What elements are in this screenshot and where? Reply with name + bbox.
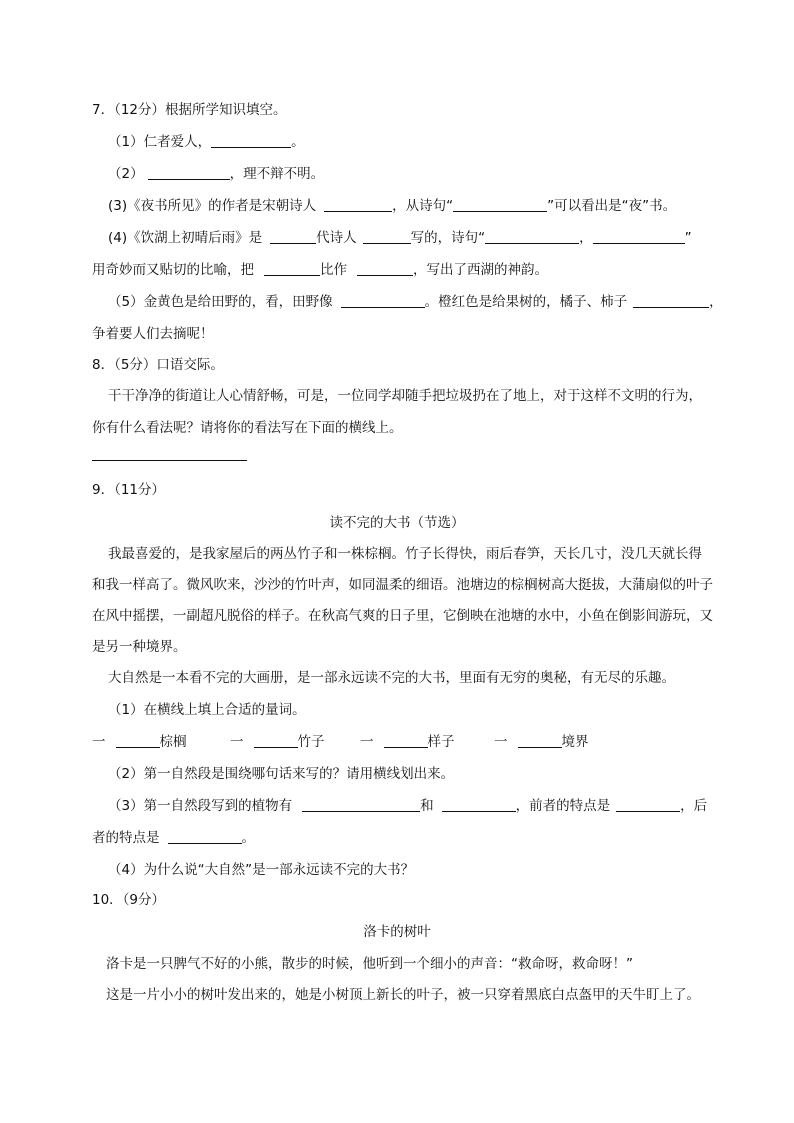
- q7-item-2: [108, 164, 324, 184]
- q7-item-4-cont: [92, 260, 548, 280]
- q9-sub-3-text-d: ，后: [680, 798, 708, 814]
- q7-item-4: [108, 228, 692, 248]
- q9-sub-2: （2）第一自然段是围绕哪句话来写的？请用横线划出来。: [108, 766, 455, 782]
- q7-item-3-text-a: (3)《夜书所见》的作者是宋朝诗人: [108, 198, 317, 214]
- q7-item-4-cont-text-a: 用奇妙而又贴切的比喻，把: [92, 262, 254, 278]
- q9-sub-3-blank-plant-2[interactable]: [442, 797, 516, 812]
- q9-sub-3-text-b: 和: [420, 798, 434, 814]
- q7-item-2-text-a: （2）: [108, 166, 144, 182]
- q7-item-5-text-b: 。橙红色是给果树的，橘子、柿子: [424, 294, 628, 310]
- q9-sub-3-text-a: （3）第一自然段写到的植物有: [108, 798, 293, 814]
- q7-item-3: [108, 196, 676, 216]
- q9-measure-word-1-blank[interactable]: [116, 733, 160, 748]
- q7-item-1-text-a: （1）仁者爱人，: [108, 134, 212, 150]
- q8-paragraph-line-2: 你有什么看法呢？请将你的看法写在下面的横线上。: [92, 420, 403, 436]
- q9-measure-word-2-prefix: 一: [230, 734, 244, 750]
- q9-sub-3-blank-trait-1[interactable]: [616, 797, 680, 812]
- q10-heading: 10．（9分）: [92, 892, 166, 908]
- q7-item-4-blank-a[interactable]: [264, 261, 320, 276]
- q7-item-3-blank-verse[interactable]: [453, 197, 547, 212]
- q9-paragraph-1-line-4: 是另一种境界。: [92, 639, 187, 655]
- q9-measure-word-4-blank[interactable]: [518, 733, 562, 748]
- q7-item-4-text-e: ”: [684, 230, 692, 246]
- q9-measure-word-2-blank[interactable]: [254, 733, 298, 748]
- q9-measure-word-4-noun: 境界: [561, 734, 589, 750]
- q10-passage-title: 洛卡的树叶: [363, 924, 431, 940]
- q7-item-1-blank[interactable]: [211, 133, 291, 148]
- q9-paragraph-1-line-1: 我最喜爱的，是我家屋后的两丛竹子和一株棕榈。竹子长得快，雨后春笋，天长几寸，没几天就长得: [108, 546, 702, 562]
- q7-item-4-blank-verse-2[interactable]: [593, 229, 685, 244]
- q7-item-5-cont: 争着要人们去摘呢！: [92, 326, 214, 342]
- q9-measure-word-4: [494, 732, 589, 752]
- q9-measure-word-2: [230, 732, 325, 752]
- q9-sub-3-blank-plant-1[interactable]: [302, 797, 420, 812]
- q9-measure-word-1-prefix: 一: [92, 734, 106, 750]
- q9-sub-3-cont: [92, 828, 255, 848]
- q9-measure-word-3-noun: 样子: [427, 734, 455, 750]
- q9-sub-3-text-c: ，前者的特点是: [515, 798, 611, 814]
- q9-sub-3-blank-trait-2[interactable]: [168, 829, 242, 844]
- q7-item-4-blank-verse-1[interactable]: [485, 229, 579, 244]
- q9-sub-3-cont-text-b: 。: [241, 830, 255, 846]
- q7-item-4-cont-text-b: 比作: [320, 262, 347, 278]
- q7-item-4-text-d: ，: [579, 230, 593, 246]
- q9-paragraph-1-line-3: 在风中摇摆，一副超凡脱俗的样子。在秋高气爽的日子里，它倒映在池塘的水中，小鱼在倒影间游玩，又: [92, 608, 713, 624]
- q7-heading: 7．（12分）根据所学知识填空。: [92, 102, 287, 118]
- q8-answer-line[interactable]: [92, 460, 247, 461]
- q7-item-3-text-b: ，从诗句“: [392, 198, 454, 214]
- q9-sub-3-cont-text-a: 者的特点是: [92, 830, 160, 846]
- q7-item-4-text-a: (4)《饮湖上初晴后雨》是: [108, 230, 263, 246]
- q8-heading: 8．（5分）口语交际。: [92, 357, 224, 373]
- q9-measure-word-1: [92, 732, 187, 752]
- q9-measure-word-3-blank[interactable]: [384, 733, 428, 748]
- q7-item-2-text-b: ，理不辩不明。: [229, 166, 325, 182]
- q7-item-4-blank-b[interactable]: [357, 261, 413, 276]
- q9-heading: 9．（11分）: [92, 482, 166, 498]
- q7-item-4-blank-dynasty[interactable]: [270, 229, 316, 244]
- q7-item-3-blank-poet[interactable]: [324, 197, 392, 212]
- q7-item-4-cont-text-c: ，写出了西湖的神韵。: [413, 262, 548, 278]
- q7-item-5-blank-field[interactable]: [341, 293, 425, 308]
- q10-paragraph-2: 这是一片小小的树叶发出来的，她是小树顶上新长的叶子，被一只穿着黑底白点盔甲的天牛盯上了。: [106, 987, 700, 1003]
- q9-measure-word-1-noun: 棕榈: [159, 734, 187, 750]
- q7-item-5-text-c: ，: [709, 294, 723, 310]
- q9-measure-word-3-prefix: 一: [360, 734, 374, 750]
- q7-item-2-blank[interactable]: [148, 165, 230, 180]
- q7-item-4-text-b: 代诗人: [316, 230, 357, 246]
- q10-paragraph-1: 洛卡是一只脾气不好的小熊，散步的时候，他听到一个细小的声音：“救命呀，救命呀！”: [106, 956, 633, 972]
- q7-item-1: [108, 132, 305, 152]
- q7-item-4-blank-poet[interactable]: [363, 229, 411, 244]
- q9-measure-word-4-prefix: 一: [494, 734, 508, 750]
- q9-sub-3: [108, 796, 707, 816]
- q7-item-5-blank-fruit[interactable]: [633, 293, 709, 308]
- q8-paragraph-line-1: 干干净净的街道让人心情舒畅，可是，一位同学却随手把垃圾扔在了地上，对于这样不文明的行为，: [108, 388, 702, 404]
- q7-item-1-text-b: 。: [291, 134, 305, 150]
- q9-paragraph-1-line-2: 和我一样高了。微风吹来，沙沙的竹叶声，如同温柔的细语。池塘边的棕榈树高大挺拔，大蒲扇似的叶子: [92, 577, 713, 593]
- q9-measure-word-3: [360, 732, 455, 752]
- q9-sub-1: （1）在横线上填上合适的量词。: [108, 702, 306, 718]
- q7-item-3-text-c: ”可以看出是“夜”书。: [547, 198, 677, 214]
- q9-sub-4: （4）为什么说“大自然”是一部永远读不完的大书？: [108, 862, 415, 878]
- q7-item-4-text-c: 写的，诗句“: [410, 230, 486, 246]
- q9-measure-word-2-noun: 竹子: [297, 734, 325, 750]
- q9-paragraph-2: 大自然是一本看不完的大画册，是一部永远读不完的大书，里面有无穷的奥秘，有无尽的乐趣。: [108, 670, 675, 686]
- q7-item-5: [108, 292, 723, 312]
- q7-item-5-text-a: （5）金黄色是给田野的，看，田野像: [108, 294, 333, 310]
- q9-passage-title: 读不完的大书（节选）: [329, 515, 465, 531]
